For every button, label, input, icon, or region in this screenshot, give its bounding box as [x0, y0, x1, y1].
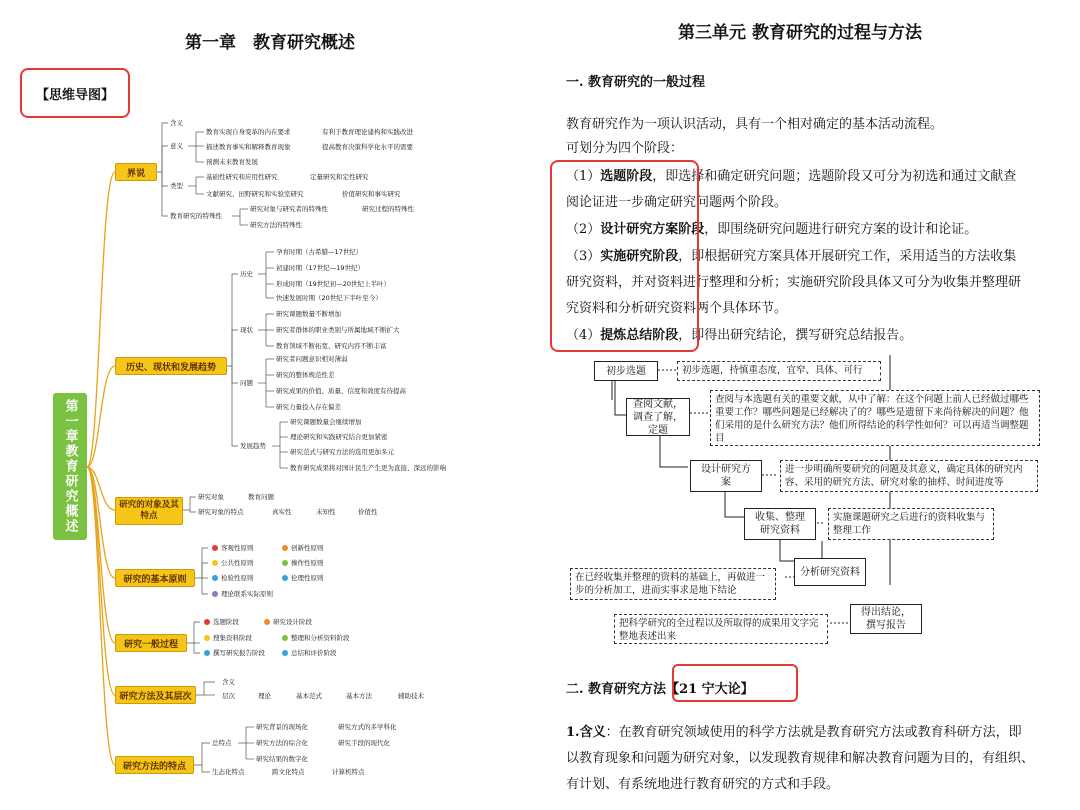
- node-yiyi-item: 有利于教育理论建构和实践改进: [322, 128, 413, 136]
- principle-item: 伦理性原则: [282, 574, 324, 582]
- node-feature: 研究手段的现代化: [338, 739, 390, 747]
- node-qushi-item: 理论研究和实践研究结合更加紧密: [290, 433, 388, 441]
- node-method: 基本范式: [296, 692, 322, 700]
- node-object: 真实性: [272, 508, 292, 516]
- node-teshu-item: 研究过程的特殊性: [362, 205, 414, 213]
- node-wenti-item: 研究者问题意识相对薄弱: [276, 355, 348, 363]
- node-teshu: 教育研究的特殊性: [170, 212, 222, 220]
- branch-principles: 研究的基本原则: [115, 569, 195, 587]
- node-yiyi-item: 预测未来教育发展: [206, 158, 258, 166]
- stage-3-cont: 究资料和分析研究资料两个具体环节。: [566, 301, 788, 316]
- node-lishi-item: 初建时期（17世纪—19世纪）: [276, 264, 365, 272]
- principle-dot-icon: [212, 545, 218, 551]
- chapter-title: 第一章 教育研究概述: [185, 33, 355, 53]
- branch-process: 研究一般过程: [115, 634, 187, 652]
- node-feature-bottom: 生态化特点: [212, 768, 245, 776]
- node-qushi-item: 研究范式与研究方法的选用更加多元: [290, 448, 394, 456]
- node-lishi-item: 形成时期（19世纪初—20世纪上半叶）: [276, 280, 391, 288]
- flow-step-1: 初步选题: [594, 361, 658, 381]
- principle-dot-icon: [212, 575, 218, 581]
- flow-step-3: 设计研究方案: [690, 460, 762, 492]
- node-qushi-item: 研究课题数量会继续增加: [290, 418, 362, 426]
- principle-dot-icon: [282, 560, 288, 566]
- node-wenti-item: 研究成果的价值、质量、信度和效度有待提高: [276, 387, 406, 395]
- flow-note-3: 进一步明确所要研究的问题及其意义，确定具体的研究内容、采用的研究方法、研究对象的抽样、时间进度等: [780, 460, 1038, 492]
- intro-line: 可划分为四个阶段：: [566, 141, 684, 156]
- branch-object: 研究的对象及其特点: [115, 497, 183, 525]
- node-object: 价值性: [358, 508, 378, 516]
- node-xianzhuang-item: 研究者群体的职业类别与所属地域不断扩大: [276, 326, 400, 334]
- stage-3-cont: 研究资料，并对资料进行整理和分析；实施研究阶段具体又可分为收集并整理研: [566, 275, 1022, 290]
- flow-note-5: 在已经收集并整理的资料的基础上，再做进一步的分析加工，进而实事求是地下结论: [570, 568, 776, 600]
- node-method: 理论: [258, 692, 271, 700]
- node-xianzhuang: 现状: [240, 326, 253, 334]
- branch-history: 历史、现状和发展趋势: [115, 357, 227, 375]
- node-wenti-item: 研究的整体规范性差: [276, 371, 335, 379]
- node-feature: 研究方式的多学科化: [338, 723, 397, 731]
- branch-methods: 研究方法及其层次: [115, 686, 196, 704]
- stages-highlight-box: [550, 160, 699, 352]
- intro-line: 教育研究作为一项认识活动，具有一个相对确定的基本活动流程。: [566, 117, 944, 132]
- principle-item: 客观性原则: [212, 544, 254, 552]
- node-lishi-item: 孕育时期（古希腊—17世纪）: [276, 248, 363, 256]
- section-heading-1: 一. 教育研究的一般过程: [566, 75, 706, 90]
- flow-step-5: 分析研究资料: [794, 558, 866, 586]
- node-leixing-item: 定量研究和定性研究: [310, 173, 369, 181]
- node-wenti-item: 研究力量投入存在偏差: [276, 403, 341, 411]
- flow-note-4: 实施课题研究之后进行的资料收集与整理工作: [828, 508, 994, 540]
- process-item: 总结和评价阶段: [282, 649, 337, 657]
- node-yiyi: 意义: [170, 142, 183, 150]
- node-leixing-item: 价值研究和事实研究: [342, 190, 401, 198]
- node-object: 未知性: [316, 508, 336, 516]
- stage-1: （1）选题阶段，即选择和确定研究问题；选题阶段又可分为初选和通过文献查: [566, 169, 1017, 184]
- node-xianzhuang-item: 教育领域不断拓宽、研究内容不断丰富: [276, 342, 387, 350]
- stage-4: （4）提炼总结阶段，即得出研究结论，撰写研究总结报告。: [566, 328, 913, 343]
- definition-line: 有计划、有系统地进行教育研究的方式和手段。: [566, 777, 840, 792]
- definition-line: 以教育现象和问题为研究对象，以发现教育规律和解决教育问题为目的，有组织、: [566, 751, 1035, 766]
- stage-3: （3）实施研究阶段，即根据研究方案具体开展研究工作，采用适当的方法收集: [566, 249, 1017, 264]
- principle-dot-icon: [282, 575, 288, 581]
- node-qushi-item: 教育研究成果将对国计民生产生更为直接、深远的影响: [290, 464, 446, 472]
- node-method: 基本方法: [346, 692, 372, 700]
- principle-dot-icon: [212, 591, 218, 597]
- node-leixing-item: 基础性研究和应用性研究: [206, 173, 278, 181]
- node-object: 研究对象的特点: [198, 508, 244, 516]
- node-teshu-item: 研究对象与研究者的特殊性: [250, 205, 328, 213]
- branch-jieshuo: 界说: [115, 163, 157, 181]
- node-qushi: 发展趋势: [240, 442, 266, 450]
- mindmap-label: 【思维导图】: [20, 68, 130, 118]
- process-dot-icon: [282, 635, 288, 641]
- flow-step-2: 查阅文献，调查了解，定题: [626, 398, 690, 436]
- flow-step-6: 得出结论，撰写报告: [850, 604, 922, 634]
- node-feature: 研究方法的综合化: [256, 739, 308, 747]
- flow-note-1: 初步选题，持慎重态度，宜窄、具体、可行: [677, 361, 881, 381]
- principle-item: 创新性原则: [282, 544, 324, 552]
- node-object: 研究对象: [198, 493, 224, 501]
- node-yiyi-item: 描述教育事实和解释教育现象: [206, 143, 291, 151]
- mindmap-root: 第一章教育研究概述: [53, 393, 87, 540]
- node-wenti: 问题: [240, 379, 253, 387]
- process-item: 选题阶段: [204, 618, 239, 626]
- node-leixing: 类型: [170, 182, 183, 190]
- node-xianzhuang-item: 研究课题数量不断增加: [276, 310, 341, 318]
- node-feature-bottom: 跨文化特点: [272, 768, 305, 776]
- node-teshu-item: 研究方法的特殊性: [250, 221, 302, 229]
- definition-line: 1.含义：在教育研究领域使用的科学方法就是教育研究方法或教育科研方法，即: [566, 725, 1022, 740]
- flow-note-6: 把科学研究的全过程以及所取得的成果用文字完整地表述出来: [614, 614, 828, 644]
- principle-item: 操作性原则: [282, 559, 324, 567]
- node-hanyi: 含义: [170, 119, 183, 127]
- exam-tag-highlight-box: [672, 664, 798, 702]
- stage-2: （2）设计研究方案阶段，即围绕研究问题进行研究方案的设计和论证。: [566, 222, 978, 237]
- process-dot-icon: [264, 619, 270, 625]
- unit-title: 第三单元 教育研究的过程与方法: [678, 23, 922, 43]
- node-feature: 研究结果的数字化: [256, 755, 308, 763]
- principle-dot-icon: [212, 560, 218, 566]
- node-yiyi-item: 教育实现自身变革的内在要求: [206, 128, 291, 136]
- node-method: 层次: [222, 692, 235, 700]
- process-dot-icon: [204, 635, 210, 641]
- process-item: 撰写研究报告阶段: [204, 649, 265, 657]
- node-yiyi-item: 提高教育决策科学化水平的需要: [322, 143, 413, 151]
- node-lishi: 历史: [240, 270, 253, 278]
- flow-note-2: 查阅与本选题有关的重要文献，从中了解：在这个问题上前人已经做过哪些重要工作？哪些问题是已经解决了的？哪些是遗留下来尚待解决的问题？他们采用的是什么研究方法？他们所得结论的科学性如何？可以再适当调整题目: [710, 390, 1040, 446]
- principle-item: 理论联系实际原则: [212, 590, 273, 598]
- principle-item: 公共性原则: [212, 559, 254, 567]
- process-dot-icon: [204, 650, 210, 656]
- process-dot-icon: [282, 650, 288, 656]
- principle-item: 检验性原则: [212, 574, 254, 582]
- node-feature: 研究背景的现场化: [256, 723, 308, 731]
- branch-method-features: 研究方法的特点: [115, 756, 194, 774]
- node-method-hanyi: 含义: [222, 678, 235, 686]
- process-item: 研究设计阶段: [264, 618, 312, 626]
- principle-dot-icon: [282, 545, 288, 551]
- stage-1-cont: 阅论证进一步确定研究问题两个阶段。: [566, 195, 788, 210]
- process-item: 搜集资料阶段: [204, 634, 252, 642]
- process-dot-icon: [204, 619, 210, 625]
- node-zongtedian: 总特点: [212, 739, 232, 747]
- node-lishi-item: 快速发展时期（20世纪下半叶至今）: [276, 294, 382, 302]
- node-leixing-item: 文献研究、田野研究和实验室研究: [206, 190, 304, 198]
- node-feature-bottom: 计算机特点: [332, 768, 365, 776]
- node-object: 教育问题: [248, 493, 274, 501]
- section-heading-2: 二. 教育研究方法【21 宁大论】: [566, 682, 754, 697]
- process-item: 整理和分析资料阶段: [282, 634, 350, 642]
- flow-step-4: 收集、整理研究资料: [744, 508, 816, 540]
- node-method: 辅助技术: [398, 692, 424, 700]
